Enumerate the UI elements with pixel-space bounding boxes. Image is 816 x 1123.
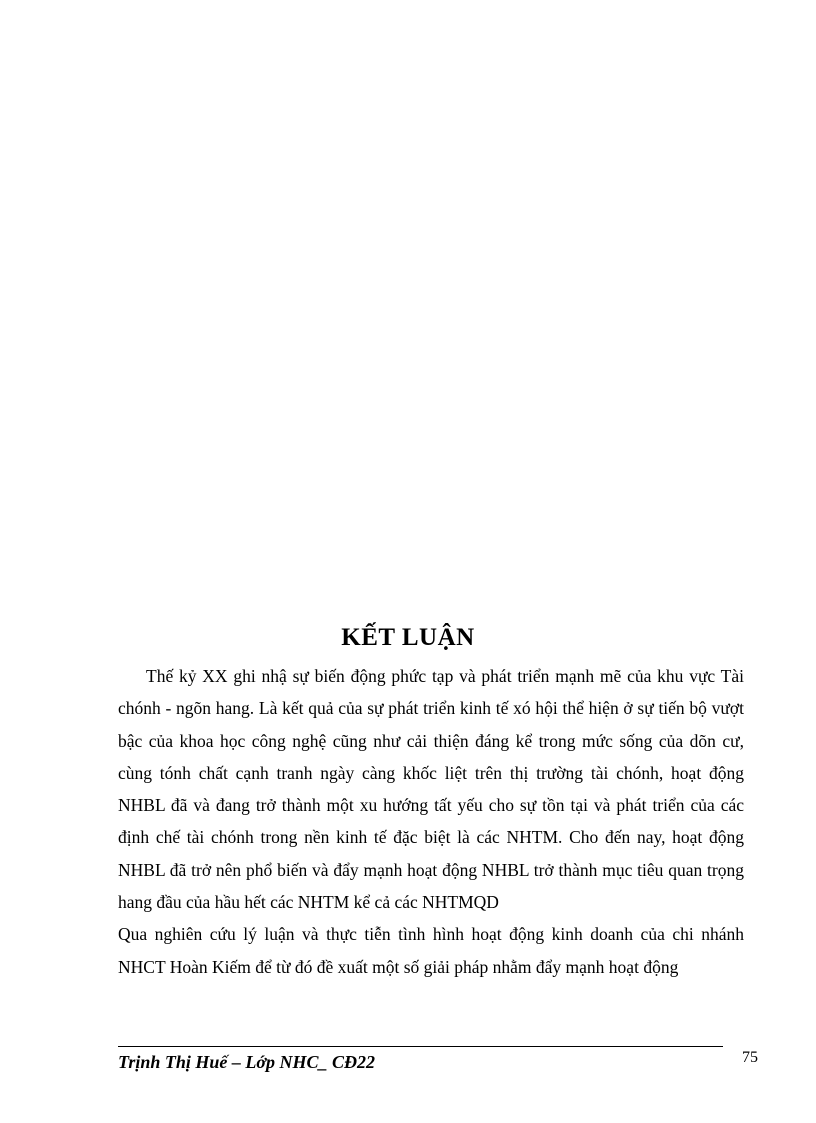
- page-title: KẾT LUẬN: [341, 624, 475, 651]
- body-text: [118, 660, 744, 983]
- footer-divider: [118, 1046, 723, 1047]
- footer-author: Trịnh Thị Huế – Lớp NHC_ CĐ22: [118, 1052, 376, 1072]
- paragraph-research: Qua nghiên cứu lý luận và thực tiễn tình hình hoạt động kinh doanh của chi nhánh NHCT Hoàn Kiếm để từ đó đề xuất một số giải pháp nhằm đẩy mạnh hoạt động: [118, 924, 744, 977]
- page-number: 75: [742, 1049, 758, 1066]
- paragraph-introduction: Thế kỷ XX ghi nhậ sự biến động phức tạp và phát triển mạnh mẽ của khu vực Tài chónh - ngõn hang. Là kết quả của sự phát triển kinh tế xó hội thể hiện ở sự tiến bộ vượt bậc của khoa học công nghệ cũng như cải thiện đáng kể trong mức sống của dõn cư, cùng tónh chất cạnh tranh ngày càng khốc liệt trên thị trường tài chónh, hoạt động NHBL đã và đang trở thành một xu hướng tất yếu cho sự tồn tại và phát triển của các định chế tài chónh trong nền kinh tế đặc biệt là các NHTM. Cho đến nay, hoạt động NHBL đã trở nên phổ biến và đẩy mạnh hoạt động NHBL trở thành mục tiêu quan trọng hang đầu của hầu hết các NHTM kể cả các NHTMQD: [118, 666, 744, 913]
